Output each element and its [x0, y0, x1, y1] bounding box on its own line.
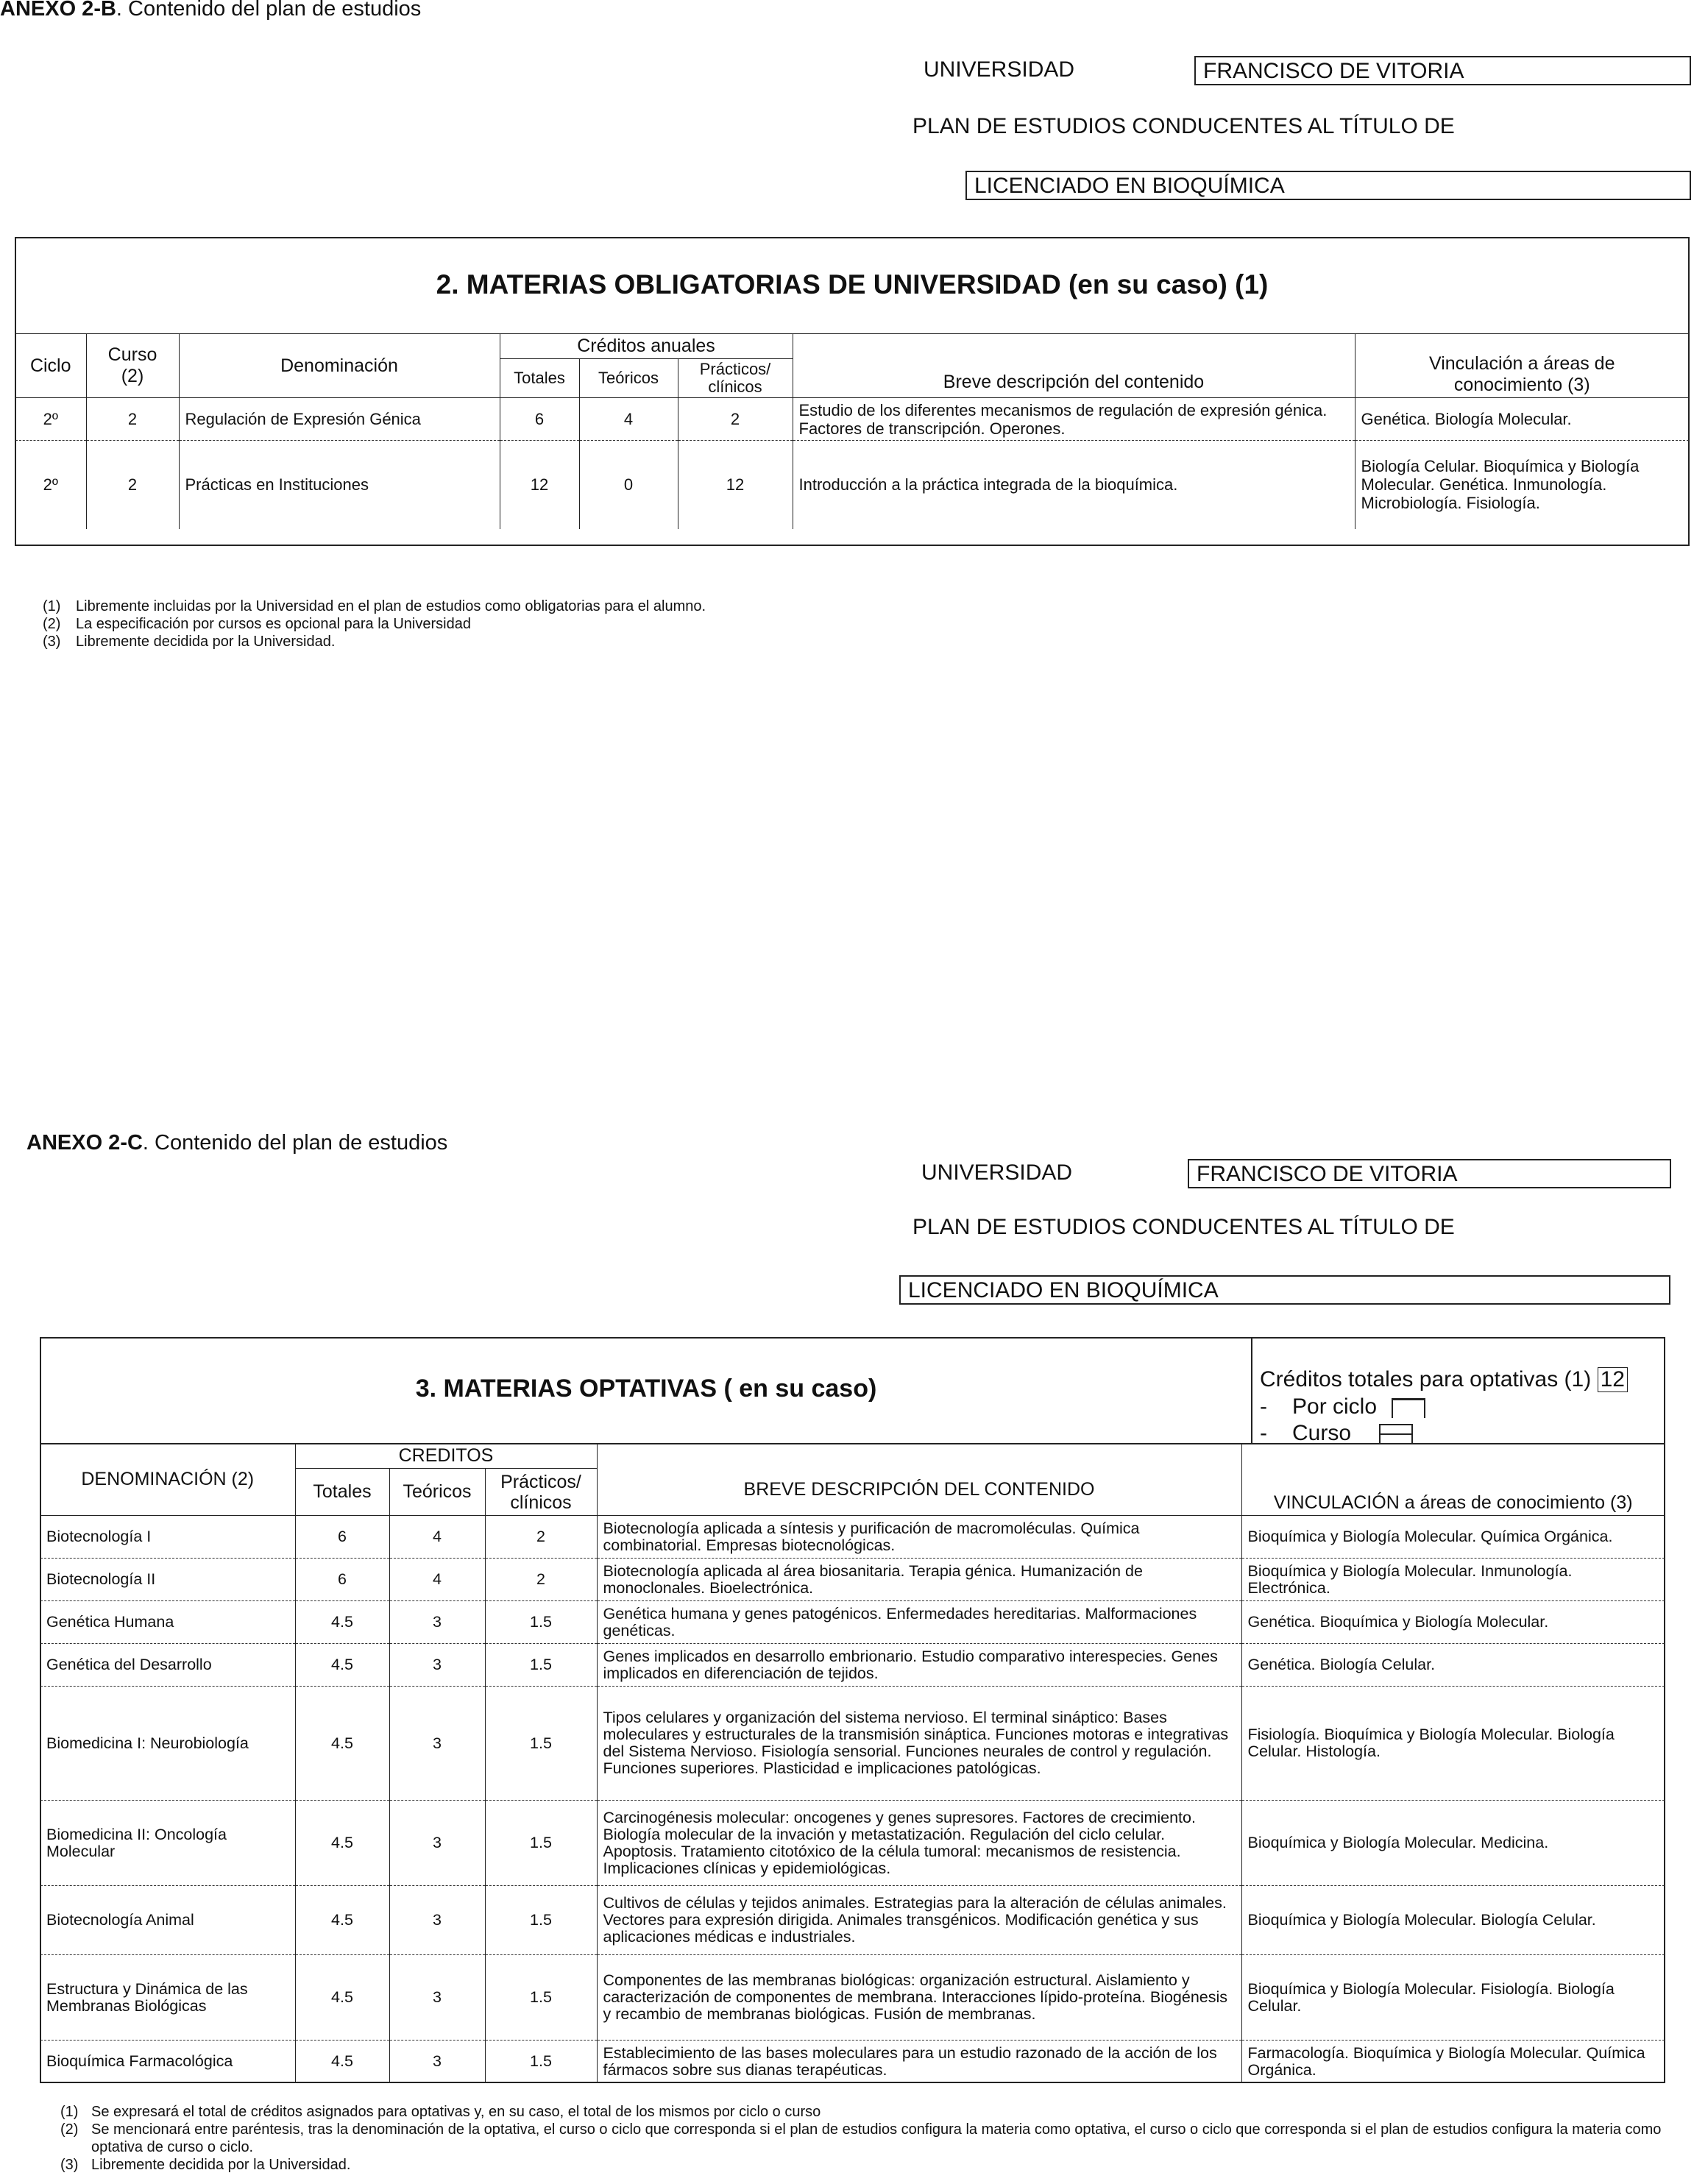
titulo-value: LICENCIADO EN BIOQUÍMICA [899, 1275, 1670, 1305]
row-vinculacion: Biología Celular. Bioquímica y Biología Molecular. Genética. Inmunología. Microbiología. Fisiología. [1355, 441, 1689, 529]
row-totales: 4.5 [295, 1644, 389, 1687]
hdr-creditos: CREDITOS [295, 1444, 597, 1469]
annex-c-notes: (1) Se expresará el total de créditos asignados para optativas y, en su caso, el total de los mismos por ciclo o curso (2) Se mencionará entre paréntesis, tras la denominación de la optativa, el curso o ciclo que corresponda si el plan de estudios configura la materia como optativa, el curso o ciclo que corresponda si el plan de estudios configura la materia como optativa de curso o ciclo. (3) Libremente decidida por la Universidad. [60, 2104, 1662, 2173]
row-totales: 12 [500, 441, 579, 529]
curso-box [1379, 1424, 1413, 1444]
hdr-totales: Totales [295, 1469, 389, 1516]
table-row [40, 1601, 1665, 1644]
row-vinculacion: Farmacología. Bioquímica y Biología Molecular. Química Orgánica. [1241, 2041, 1665, 2083]
hdr-practicos: Prácticos/ clínicos [485, 1469, 597, 1516]
row-denominacion: Biotecnología Animal [40, 1886, 295, 1955]
row-totales: 4.5 [295, 2041, 389, 2083]
row-descripcion: Cultivos de células y tejidos animales. Estrategias para la alteración de células animales. Vectores para expresión dirigida. Animales transgénicos. Modificación genética y sus aplicaciones médicas e industriales. [597, 1886, 1241, 1955]
row-teoricos: 4 [579, 398, 678, 441]
row-vinculacion: Bioquímica y Biología Molecular. Medicina. [1241, 1801, 1665, 1886]
row-practicos: 1.5 [485, 1601, 597, 1644]
table-row [40, 1559, 1665, 1601]
row-vinculacion: Genética. Biología Celular. [1241, 1644, 1665, 1687]
row-descripcion: Establecimiento de las bases moleculares para un estudio razonado de la acción de los fármacos sobre sus dianas terapéuticas. [597, 2041, 1241, 2083]
table-row [15, 398, 1689, 441]
row-practicos: 2 [678, 398, 793, 441]
plan-label: PLAN DE ESTUDIOS CONDUCENTES AL TÍTULO DE [912, 114, 1455, 138]
row-practicos: 1.5 [485, 2041, 597, 2083]
row-teoricos: 3 [389, 1601, 485, 1644]
hdr-descripcion: Breve descripción del contenido [793, 334, 1355, 398]
row-totales: 6 [500, 398, 579, 441]
row-practicos: 2 [485, 1516, 597, 1559]
row-practicos: 2 [485, 1559, 597, 1601]
row-teoricos: 3 [389, 2041, 485, 2083]
por-ciclo-row: - Por ciclo [1260, 1394, 1425, 1419]
row-descripcion: Estudio de los diferentes mecanismos de regulación de expresión génica. Factores de transcripción. Operones. [793, 398, 1355, 441]
row-denominacion: Prácticas en Instituciones [179, 441, 500, 529]
table-row [15, 441, 1689, 529]
row-curso: 2 [86, 398, 179, 441]
table-row [40, 1687, 1665, 1801]
por-ciclo-box [1392, 1398, 1425, 1418]
row-teoricos: 3 [389, 1687, 485, 1801]
row-vinculacion: Bioquímica y Biología Molecular. Biología Celular. [1241, 1886, 1665, 1955]
row-vinculacion: Bioquímica y Biología Molecular. Química Orgánica. [1241, 1516, 1665, 1559]
optativas-table [40, 1444, 1665, 2083]
row-vinculacion: Fisiología. Bioquímica y Biología Molecular. Biología Celular. Histología. [1241, 1687, 1665, 1801]
hdr-vinculacion: Vinculación a áreas de conocimiento (3) [1355, 334, 1689, 398]
plan-label: PLAN DE ESTUDIOS CONDUCENTES AL TÍTULO DE [912, 1215, 1455, 1239]
section-title: 2. MATERIAS OBLIGATORIAS DE UNIVERSIDAD (en su caso) (1) [436, 269, 1269, 299]
hdr-descripcion: BREVE DESCRIPCIÓN DEL CONTENIDO [597, 1444, 1241, 1516]
hdr-creditos: Créditos anuales [500, 334, 793, 359]
row-denominacion: Genética del Desarrollo [40, 1644, 295, 1687]
row-descripcion: Genes implicados en desarrollo embrionario. Estudio comparativo interespecies. Genes implicados en diferenciación de tejidos. [597, 1644, 1241, 1687]
annex-b-title: ANEXO 2-B. Contenido del plan de estudios [0, 0, 422, 21]
row-totales: 4.5 [295, 1955, 389, 2041]
universidad-label: UNIVERSIDAD [921, 1160, 1073, 1185]
table-row [40, 1801, 1665, 1886]
hdr-practicos: Prácticos/ clínicos [678, 359, 793, 398]
row-totales: 4.5 [295, 1886, 389, 1955]
row-descripcion: Genética humana y genes patogénicos. Enfermedades hereditarias. Malformaciones genéticas. [597, 1601, 1241, 1644]
hdr-denominacion: Denominación [179, 334, 500, 398]
row-teoricos: 3 [389, 1886, 485, 1955]
hdr-ciclo: Ciclo [15, 334, 86, 398]
row-practicos: 12 [678, 441, 793, 529]
row-denominacion: Regulación de Expresión Génica [179, 398, 500, 441]
row-ciclo: 2º [43, 475, 58, 494]
row-descripcion: Tipos celulares y organización del sistema nervioso. El terminal sináptico: Bases moleculares y estructurales de la transmisión sináptica. Funciones motoras e integrativas del Sistema Nervioso. Fisiología sensorial. Funciones neurales de control y regulación. Funciones superiores. Plasticidad e implicaciones patológicas. [597, 1687, 1241, 1801]
row-teoricos: 0 [579, 441, 678, 529]
creditos-totales: Créditos totales para optativas (1) 12 [1260, 1367, 1628, 1392]
hdr-denominacion: DENOMINACIÓN (2) [40, 1444, 295, 1516]
row-vinculacion: Bioquímica y Biología Molecular. Fisiología. Biología Celular. [1241, 1955, 1665, 2041]
row-denominacion: Genética Humana [40, 1601, 295, 1644]
table-row [40, 1516, 1665, 1559]
hdr-vinculacion: VINCULACIÓN a áreas de conocimiento (3) [1241, 1444, 1665, 1516]
hdr-totales: Totales [500, 359, 579, 398]
table-row [40, 1955, 1665, 2041]
divider [1251, 1337, 1252, 1443]
annex-b-notes: (1) Libremente incluidas por la Universidad en el plan de estudios como obligatorias para el alumno. (2) La especificación por cursos es opcional para la Universidad (3) Libremente decidida por la Universidad. [43, 598, 706, 650]
row-totales: 6 [295, 1559, 389, 1601]
obligatorias-table [15, 333, 1689, 529]
row-totales: 4.5 [295, 1601, 389, 1644]
row-curso: 2 [86, 441, 179, 529]
creditos-totales-value: 12 [1598, 1367, 1628, 1392]
row-denominacion: Biotecnología I [40, 1516, 295, 1559]
row-vinculacion: Genética. Bioquímica y Biología Molecular. [1241, 1601, 1665, 1644]
row-practicos: 1.5 [485, 1687, 597, 1801]
universidad-value: FRANCISCO DE VITORIA [1188, 1159, 1671, 1188]
universidad-label: UNIVERSIDAD [924, 57, 1075, 82]
row-ciclo: 2º [15, 398, 86, 441]
row-totales: 4.5 [295, 1687, 389, 1801]
row-denominacion: Estructura y Dinámica de las Membranas Biológicas [40, 1955, 295, 2041]
row-teoricos: 3 [389, 1801, 485, 1886]
row-teoricos: 3 [389, 1644, 485, 1687]
table-row [40, 1886, 1665, 1955]
table-row [40, 2041, 1665, 2083]
universidad-value: FRANCISCO DE VITORIA [1194, 56, 1691, 85]
row-descripcion: Carcinogénesis molecular: oncogenes y genes supresores. Factores de crecimiento. Biología molecular de la invación y metastatización. Regulación del ciclo celular. Apoptosis. Tratamiento citotóxico de la célula tumoral: mecanismos de resistencia. Implicaciones clínicas y epidemiológicas. [597, 1801, 1241, 1886]
row-descripcion: Biotecnología aplicada a síntesis y purificación de macromoléculas. Química combinatorial. Empresas biotecnológicas. [597, 1516, 1241, 1559]
row-denominacion: Biomedicina II: Oncología Molecular [40, 1801, 295, 1886]
section-title: 3. MATERIAS OPTATIVAS ( en su caso) [415, 1375, 877, 1403]
hdr-curso: Curso (2) [86, 334, 179, 398]
row-practicos: 1.5 [485, 1801, 597, 1886]
row-vinculacion: Genética. Biología Molecular. [1355, 398, 1689, 441]
hdr-teoricos: Teóricos [579, 359, 678, 398]
row-descripcion: Biotecnología aplicada al área biosanitaria. Terapia génica. Humanización de monoclonales. Bioelectrónica. [597, 1559, 1241, 1601]
curso-row: - Curso [1260, 1421, 1413, 1446]
table-row [40, 1644, 1665, 1687]
row-practicos: 1.5 [485, 1644, 597, 1687]
row-vinculacion: Bioquímica y Biología Molecular. Inmunología. Electrónica. [1241, 1559, 1665, 1601]
row-teoricos: 3 [389, 1955, 485, 2041]
row-descripcion: Componentes de las membranas biológicas: organización estructural. Aislamiento y caracterización de componentes de membrana. Interacciones lípido-proteína. Biogénesis y recambio de membranas biológicas. Fusión de membranas. [597, 1955, 1241, 2041]
row-denominacion: Biotecnología II [40, 1559, 295, 1601]
row-teoricos: 4 [389, 1559, 485, 1601]
row-denominacion: Bioquímica Farmacológica [46, 2052, 233, 2071]
annex-c-title: ANEXO 2-C. Contenido del plan de estudios [26, 1131, 448, 1155]
titulo-value: LICENCIADO EN BIOQUÍMICA [965, 171, 1691, 200]
row-practicos: 1.5 [485, 1886, 597, 1955]
row-denominacion: Biomedicina I: Neurobiología [40, 1687, 295, 1801]
row-totales: 4.5 [295, 1801, 389, 1886]
row-teoricos: 4 [389, 1516, 485, 1559]
row-practicos: 1.5 [485, 1955, 597, 2041]
row-descripcion: Introducción a la práctica integrada de la bioquímica. [793, 441, 1355, 529]
row-totales: 6 [295, 1516, 389, 1559]
hdr-teoricos: Teóricos [389, 1469, 485, 1516]
